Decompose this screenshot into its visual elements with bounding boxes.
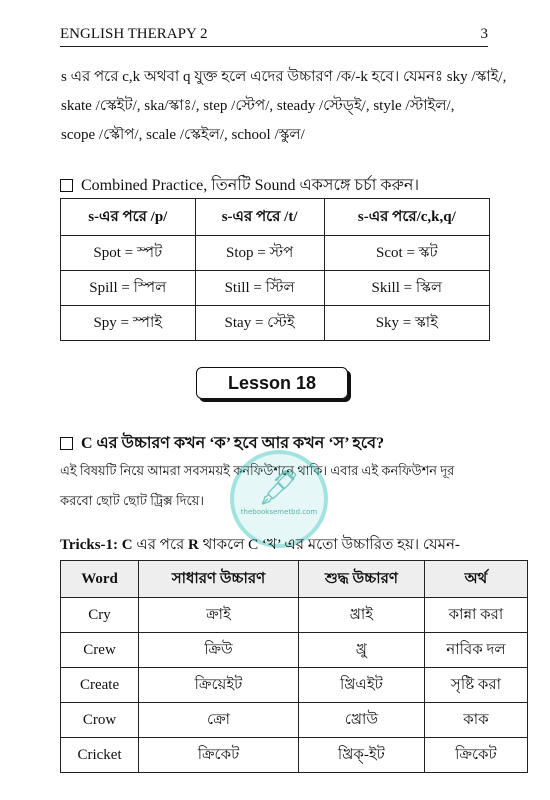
combined-practice-text: Combined Practice, তিনটি Sound একসঙ্গে চর্চা করুন। (81, 177, 420, 194)
table-cell: Skill = স্কিল (324, 271, 489, 306)
table-row (61, 271, 490, 306)
table-cell: সৃষ্টি করা (424, 668, 527, 703)
table-cell: ক্রিকেট (139, 738, 299, 773)
lesson-title-box (196, 367, 348, 399)
table-cell: ক্রিয়েইট (139, 668, 299, 703)
checkbox-bullet-icon (60, 179, 73, 192)
table-cell: Cricket (61, 738, 139, 773)
table-cell: Stay = স্টেই (195, 306, 324, 341)
tricks-1-line (60, 533, 460, 558)
table-row (61, 633, 528, 668)
column-header: s-এর পরে /p/ (61, 199, 196, 236)
column-header: s-এর পরে /t/ (195, 199, 324, 236)
column-header: Word (61, 561, 139, 598)
checkbox-bullet-icon (60, 437, 73, 450)
table-row (61, 703, 528, 738)
table-cell: ক্রো (139, 703, 299, 738)
tricks-text-2: থাকলে C ‘খ’ এর মতো উচ্চারিত হয়। যেমন- (198, 537, 460, 553)
lesson-title: Lesson 18 (227, 373, 317, 393)
table-cell: খ্রিএইট (298, 668, 424, 703)
table-header-row (61, 561, 528, 598)
tricks-text-1: এর পরে (132, 537, 189, 553)
column-header: s-এর পরে/c,k,q/ (324, 199, 489, 236)
table-cell: Spill = স্পিল (61, 271, 196, 306)
book-title: ENGLISH THERAPY 2 (60, 26, 208, 42)
table-row (61, 668, 528, 703)
table-row (61, 306, 490, 341)
column-header: শুদ্ধ উচ্চারণ (298, 561, 424, 598)
table-row (61, 738, 528, 773)
table-cell: নাবিক দল (424, 633, 527, 668)
watermark-text: thebooksemetbd.com (240, 508, 318, 516)
table-cell: Cry (61, 598, 139, 633)
intro-line-2: skate /স্কেইট/, ska/স্কাঃ/, step /স্টেপ/, steady /স্টেড্ই/, style /স্টাইল/, (61, 98, 455, 114)
table-cell: Stop = স্টপ (195, 236, 324, 271)
table-row (61, 598, 528, 633)
page-header (60, 26, 488, 47)
table-header-row (61, 199, 490, 236)
column-header: অর্থ (424, 561, 527, 598)
intro-paragraph (61, 63, 510, 150)
table-cell: Sky = স্কাই (324, 306, 489, 341)
c-pronunciation-heading (60, 430, 384, 457)
table-row (61, 236, 490, 271)
c-pronunciation-text: C এর উচ্চারণ কখন ‘ক’ হবে আর কখন ‘স’ হবে? (81, 435, 385, 452)
page-number: 3 (480, 26, 488, 42)
table-cell: ক্রাই (139, 598, 299, 633)
tricks-letter: R (188, 537, 199, 553)
combined-practice-table (60, 198, 490, 341)
table-cell: Crew (61, 633, 139, 668)
table-cell: Scot = স্কট (324, 236, 489, 271)
tricks-label: Tricks-1: C (60, 537, 133, 553)
table-cell: Spy = স্পাই (61, 306, 196, 341)
table-cell: খ্রোউ (298, 703, 424, 738)
book-pen-icon: 🖋 (257, 468, 301, 508)
table-cell: Create (61, 668, 139, 703)
combined-practice-heading (60, 172, 419, 199)
column-header: সাধারণ উচ্চারণ (139, 561, 299, 598)
table-cell: Still = স্টিল (195, 271, 324, 306)
table-cell: খ্রাই (298, 598, 424, 633)
table-cell: Crow (61, 703, 139, 738)
table-cell: কান্না করা (424, 598, 527, 633)
paragraph-line-2: করবো ছোট ছোট ট্রিক্স দিয়ে। (60, 493, 205, 508)
pronunciation-table (60, 560, 528, 773)
table-cell: Spot = স্পট (61, 236, 196, 271)
table-cell: ক্রিকেট (424, 738, 527, 773)
paragraph-line-1: এই বিষয়টি নিয়ে আমরা সবসময়ই কনফিউশনে থাকি। এবার এই কনফিউশন দূর (60, 463, 455, 478)
table-cell: খ্রু (298, 633, 424, 668)
table-cell: কাক (424, 703, 527, 738)
table-cell: খ্রিক্-ইট (298, 738, 424, 773)
intro-line-1: s এর পরে c,k অথবা q যুক্ত হলে এদের উচ্চারণ /ক/-k হবে। যেমনঃ sky /স্কাই/, (61, 69, 507, 85)
intro-line-3: scope /স্কৌপ/, scale /স্কেইল/, school /স্কুল/ (61, 127, 305, 143)
table-cell: ক্রিউ (139, 633, 299, 668)
